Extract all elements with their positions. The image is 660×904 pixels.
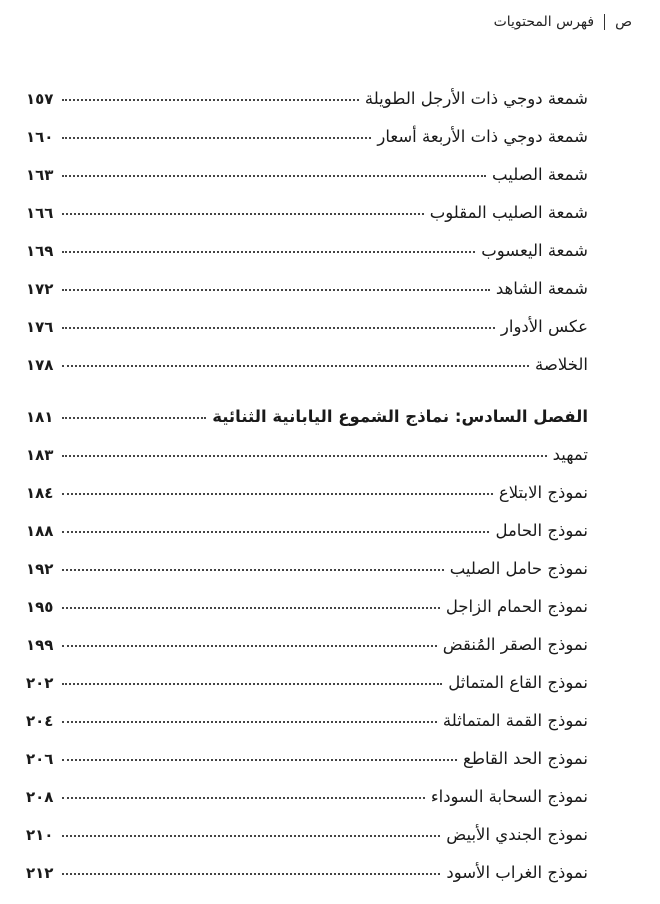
- toc-entry-title: نموذج الصقر المُنقض: [442, 635, 588, 654]
- toc-entry-page: ١٦٠: [26, 128, 54, 146]
- toc-entry[interactable]: [26, 768, 588, 806]
- toc-entry[interactable]: [26, 298, 588, 336]
- dot-leader: [62, 493, 493, 495]
- toc-entry-title: نموذج حامل الصليب: [449, 559, 588, 578]
- toc-entry-page: ٢٠٢: [26, 674, 54, 692]
- toc-entry-title: شمعة الصليب: [492, 165, 588, 184]
- toc-entry-page: ١٦٩: [26, 242, 54, 260]
- toc-entry[interactable]: [26, 184, 588, 222]
- table-of-contents: [26, 70, 588, 882]
- page-header: [494, 14, 632, 30]
- toc-entry-page: ١٩٥: [26, 598, 54, 616]
- dot-leader: [62, 873, 440, 875]
- toc-entry-page: ١٩٢: [26, 560, 54, 578]
- dot-leader: [62, 213, 424, 215]
- dot-leader: [62, 531, 489, 533]
- toc-entry[interactable]: [26, 616, 588, 654]
- toc-chapter-heading[interactable]: [26, 388, 588, 426]
- dot-leader: [62, 417, 206, 419]
- page-number-label: ص: [615, 14, 632, 30]
- chapter-title: الفصل السادس: نماذج الشموع اليابانية الثنائية: [212, 407, 588, 426]
- toc-entry-page: ١٧٨: [26, 356, 54, 374]
- toc-entry-title: نموذج الحد القاطع: [463, 749, 588, 768]
- toc-entry[interactable]: [26, 578, 588, 616]
- toc-entry[interactable]: [26, 540, 588, 578]
- dot-leader: [62, 683, 442, 685]
- chapter-page: ١٨١: [26, 408, 54, 426]
- toc-entry[interactable]: [26, 70, 588, 108]
- dot-leader: [62, 607, 440, 609]
- toc-entry-title: عكس الأدوار: [500, 317, 588, 336]
- toc-entry[interactable]: [26, 260, 588, 298]
- toc-entry-page: ١٦٦: [26, 204, 54, 222]
- dot-leader: [62, 721, 437, 723]
- toc-entry[interactable]: [26, 146, 588, 184]
- toc-entry-page: ٢٠٤: [26, 712, 54, 730]
- dot-leader: [62, 99, 359, 101]
- toc-entry-title: الخلاصة: [535, 355, 588, 374]
- toc-entry-title: شمعة الصليب المقلوب: [429, 203, 588, 222]
- toc-entry-title: نموذج الجندي الأبيض: [446, 825, 588, 844]
- toc-entry[interactable]: [26, 844, 588, 882]
- toc-entry-page: ١٧٢: [26, 280, 54, 298]
- toc-entry-page: ١٩٩: [26, 636, 54, 654]
- header-divider: [604, 14, 605, 30]
- toc-entry-page: ٢٠٨: [26, 788, 54, 806]
- dot-leader: [62, 365, 529, 367]
- dot-leader: [62, 137, 371, 139]
- toc-entry-page: ١٥٧: [26, 90, 54, 108]
- toc-entry-title: نموذج القمة المتماثلة: [442, 711, 588, 730]
- toc-entry-title: نموذج السحابة السوداء: [430, 787, 588, 806]
- dot-leader: [62, 569, 444, 571]
- dot-leader: [62, 759, 457, 761]
- toc-entry[interactable]: [26, 464, 588, 502]
- toc-entry[interactable]: [26, 654, 588, 692]
- toc-entry[interactable]: [26, 692, 588, 730]
- toc-entry-page: ١٨٨: [26, 522, 54, 540]
- dot-leader: [62, 251, 475, 253]
- dot-leader: [62, 835, 440, 837]
- toc-entry-title: شمعة اليعسوب: [481, 241, 588, 260]
- toc-entry-page: ١٧٦: [26, 318, 54, 336]
- header-title: فهرس المحتويات: [493, 14, 595, 30]
- toc-entry[interactable]: [26, 222, 588, 260]
- toc-entry-title: شمعة الشاهد: [495, 279, 588, 298]
- toc-entry-title: نموذج الابتلاع: [498, 483, 588, 502]
- toc-entry-page: ٢١٠: [26, 826, 54, 844]
- toc-entry-page: ١٨٤: [26, 484, 54, 502]
- toc-entry-title: نموذج القاع المتماثل: [448, 673, 588, 692]
- dot-leader: [62, 289, 490, 291]
- toc-entry[interactable]: [26, 426, 588, 464]
- toc-entry-title: نموذج الحامل: [495, 521, 588, 540]
- toc-entry[interactable]: [26, 336, 588, 374]
- dot-leader: [62, 455, 547, 457]
- toc-entry-title: نموذج الغراب الأسود: [446, 863, 588, 882]
- toc-entry[interactable]: [26, 502, 588, 540]
- toc-entry[interactable]: [26, 108, 588, 146]
- toc-entry-page: ١٦٣: [26, 166, 54, 184]
- toc-entry-title: تمهيد: [552, 445, 588, 464]
- toc-entry-page: ٢١٢: [26, 864, 54, 882]
- toc-entry-page: ٢٠٦: [26, 750, 54, 768]
- dot-leader: [62, 797, 425, 799]
- dot-leader: [62, 645, 437, 647]
- toc-entry-title: شمعة دوجي ذات الأربعة أسعار: [377, 127, 588, 146]
- toc-entry-page: ١٨٣: [26, 446, 54, 464]
- dot-leader: [62, 327, 495, 329]
- toc-entry[interactable]: [26, 806, 588, 844]
- toc-entry[interactable]: [26, 730, 588, 768]
- toc-entry-title: شمعة دوجي ذات الأرجل الطويلة: [364, 89, 588, 108]
- toc-entry-title: نموذج الحمام الزاجل: [445, 597, 588, 616]
- dot-leader: [62, 175, 486, 177]
